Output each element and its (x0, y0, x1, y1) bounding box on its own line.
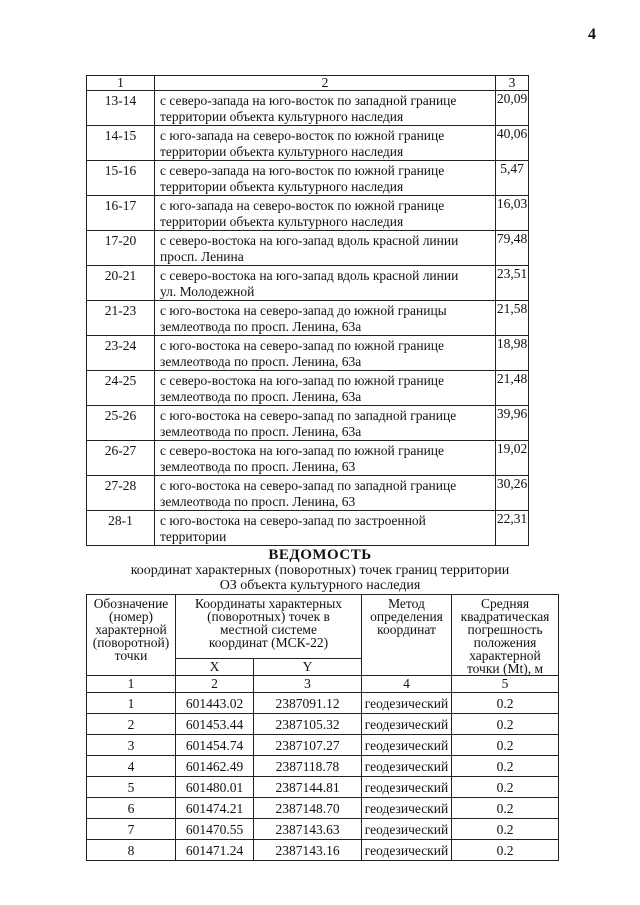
coord-error: 0.2 (452, 777, 559, 798)
header-line: (номер) (109, 609, 153, 624)
segment-description (155, 406, 496, 441)
segment-description (155, 511, 496, 546)
segment-description-line1: с юго-востока на северо-запад до южной границы (160, 303, 447, 318)
coord-y: 2387118.78 (254, 756, 362, 777)
coord-method: геодезический (362, 714, 452, 735)
coord-error: 0.2 (452, 735, 559, 756)
col-number-4: 4 (362, 676, 452, 693)
point-number: 7 (87, 819, 176, 840)
coord-x: 601480.01 (176, 777, 254, 798)
segment-length: 22,31 (496, 511, 529, 546)
segment-description-line1: с северо-запада на юго-восток по западной границе (160, 93, 457, 108)
col-number-1: 1 (87, 676, 176, 693)
segment-description (155, 126, 496, 161)
segment-row (87, 161, 529, 196)
segment-row (87, 476, 529, 511)
segment-length: 18,98 (496, 336, 529, 371)
coord-method: геодезический (362, 819, 452, 840)
segment-points: 20-21 (87, 266, 155, 301)
segment-row (87, 196, 529, 231)
segment-points: 21-23 (87, 301, 155, 336)
segment-points: 23-24 (87, 336, 155, 371)
segment-description-line1: с юго-запада на северо-восток по южной границе (160, 128, 445, 143)
coordinate-row (87, 819, 559, 840)
segment-description-line1: с юго-востока на северо-запад по западной границе (160, 408, 457, 423)
coord-method: геодезический (362, 798, 452, 819)
segment-description-line2: просп. Ленина (160, 249, 244, 264)
segment-points: 14-15 (87, 126, 155, 161)
segment-row (87, 231, 529, 266)
point-number: 1 (87, 693, 176, 714)
segment-description-line2: ул. Молодежной (160, 284, 255, 299)
coord-method: геодезический (362, 735, 452, 756)
segment-description-line2: территории (160, 529, 227, 544)
coord-error: 0.2 (452, 798, 559, 819)
segment-length: 39,96 (496, 406, 529, 441)
segment-row (87, 441, 529, 476)
header-line: (поворотной) (92, 635, 170, 650)
point-number: 5 (87, 777, 176, 798)
header-mean-error (452, 595, 559, 676)
header-y: Y (254, 658, 362, 675)
coord-x: 601454.74 (176, 735, 254, 756)
statement-subtitle-line2: ОЗ объекта культурного наследия (219, 578, 421, 593)
header-point-designation (87, 595, 176, 676)
segment-length: 5,47 (496, 161, 529, 196)
coord-method: геодезический (362, 693, 452, 714)
segment-description (155, 441, 496, 476)
header-line: (поворотных) точек в (207, 609, 330, 624)
segment-description-line2: землеотвода по просп. Ленина, 63 (160, 459, 356, 474)
coord-error: 0.2 (452, 693, 559, 714)
segment-row (87, 91, 529, 126)
coord-y: 2387143.63 (254, 819, 362, 840)
header-line: местной системе (220, 622, 317, 637)
segment-description (155, 161, 496, 196)
segment-description (155, 91, 496, 126)
table2-header-row (87, 595, 559, 659)
segment-description-line2: территории объекта культурного наследия (160, 144, 404, 159)
point-number: 3 (87, 735, 176, 756)
segment-description-line2: землеотвода по просп. Ленина, 63 (160, 494, 356, 509)
segment-row (87, 266, 529, 301)
segment-points: 13-14 (87, 91, 155, 126)
header-method (362, 595, 452, 676)
coord-error: 0.2 (452, 714, 559, 735)
segment-row (87, 511, 529, 546)
segment-points: 27-28 (87, 476, 155, 511)
segment-length: 19,02 (496, 441, 529, 476)
segment-description (155, 371, 496, 406)
coord-method: геодезический (362, 756, 452, 777)
segment-row (87, 406, 529, 441)
header-line: характерной (95, 622, 167, 637)
table2-col-numbers-row (87, 676, 559, 693)
segment-description-line2: землеотвода по просп. Ленина, 63а (160, 424, 362, 439)
segment-length: 79,48 (496, 231, 529, 266)
boundary-segments-table (86, 75, 529, 546)
coord-x: 601471.24 (176, 840, 254, 861)
header-coordinates (176, 595, 362, 659)
segment-description (155, 231, 496, 266)
point-number: 8 (87, 840, 176, 861)
coord-y: 2387144.81 (254, 777, 362, 798)
segment-length: 20,09 (496, 91, 529, 126)
header-line: точки (Mt), м (466, 661, 544, 676)
segment-description-line2: землеотвода по просп. Ленина, 63а (160, 354, 362, 369)
segment-description-line2: землеотвода по просп. Ленина, 63а (160, 319, 362, 334)
coordinate-row (87, 798, 559, 819)
segment-description-line1: с юго-востока на северо-запад по застроенной (160, 513, 426, 528)
coordinate-row (87, 735, 559, 756)
segment-description-line1: с северо-востока на юго-запад по южной границе (160, 443, 445, 458)
segment-length: 21,48 (496, 371, 529, 406)
statement-title: ВЕДОМОСТЬ (268, 547, 372, 563)
segment-description (155, 336, 496, 371)
segment-description (155, 266, 496, 301)
segment-points: 26-27 (87, 441, 155, 476)
coordinate-row (87, 840, 559, 861)
segment-description-line2: территории объекта культурного наследия (160, 179, 404, 194)
segment-description-line1: с юго-запада на северо-восток по южной границе (160, 198, 445, 213)
point-number: 6 (87, 798, 176, 819)
coord-x: 601462.49 (176, 756, 254, 777)
segment-points: 24-25 (87, 371, 155, 406)
header-line: квадратическая (460, 609, 550, 624)
col-number-5: 5 (452, 676, 559, 693)
coord-y: 2387143.16 (254, 840, 362, 861)
segment-description (155, 476, 496, 511)
col-number-3: 3 (254, 676, 362, 693)
coord-method: геодезический (362, 777, 452, 798)
coord-y: 2387105.32 (254, 714, 362, 735)
segment-description-line1: с северо-востока на юго-запад по южной границе (160, 373, 445, 388)
coord-method: геодезический (362, 840, 452, 861)
coord-error: 0.2 (452, 819, 559, 840)
header-line: характерной (469, 648, 541, 663)
header-line: координат (377, 622, 436, 637)
point-number: 4 (87, 756, 176, 777)
coordinate-row (87, 693, 559, 714)
point-number: 2 (87, 714, 176, 735)
header-line: координат (МСК-22) (208, 635, 329, 650)
segment-points: 25-26 (87, 406, 155, 441)
coord-y: 2387091.12 (254, 693, 362, 714)
segment-length: 16,03 (496, 196, 529, 231)
segment-points: 28-1 (87, 511, 155, 546)
segment-description (155, 301, 496, 336)
table1-header-row (87, 76, 529, 91)
coord-x: 601470.55 (176, 819, 254, 840)
segment-length: 40,06 (496, 126, 529, 161)
page-number: 4 (588, 26, 596, 43)
col-number-2: 2 (176, 676, 254, 693)
coord-x: 601474.21 (176, 798, 254, 819)
header-line: Координаты характерных (194, 596, 343, 611)
segment-description-line1: с юго-востока на северо-запад по южной границе (160, 338, 445, 353)
header-line: Метод (388, 596, 425, 611)
coordinate-row (87, 777, 559, 798)
segment-description-line2: территории объекта культурного наследия (160, 214, 404, 229)
coord-error: 0.2 (452, 756, 559, 777)
header-line: точки (114, 648, 148, 663)
coord-y: 2387148.70 (254, 798, 362, 819)
segment-row (87, 301, 529, 336)
segment-description-line2: территории объекта культурного наследия (160, 109, 404, 124)
coord-x: 601453.44 (176, 714, 254, 735)
segment-description-line1: с северо-запада на юго-восток по южной границе (160, 163, 445, 178)
coordinate-row (87, 756, 559, 777)
header-line: положения (473, 635, 537, 650)
segment-description-line1: с юго-востока на северо-запад по западной границе (160, 478, 457, 493)
header-line: погрешность (467, 622, 543, 637)
coord-error: 0.2 (452, 840, 559, 861)
coord-y: 2387107.27 (254, 735, 362, 756)
header-line: Средняя (480, 596, 530, 611)
segment-row (87, 371, 529, 406)
segment-row (87, 126, 529, 161)
header-line: Обозначение (93, 596, 169, 611)
segment-points: 17-20 (87, 231, 155, 266)
header-line: определения (370, 609, 443, 624)
table1-header-col2: 2 (155, 76, 496, 91)
segment-points: 16-17 (87, 196, 155, 231)
segment-description-line2: землеотвода по просп. Ленина, 63а (160, 389, 362, 404)
statement-subtitle-line1: координат характерных (поворотных) точек границ территории (130, 563, 510, 578)
segment-length: 21,58 (496, 301, 529, 336)
header-x: X (176, 658, 254, 675)
segment-points: 15-16 (87, 161, 155, 196)
segment-description-line1: с северо-востока на юго-запад вдоль красной линии (160, 233, 459, 248)
segment-description-line1: с северо-востока на юго-запад вдоль красной линии (160, 268, 459, 283)
table1-header-col1: 1 (87, 76, 155, 91)
coordinate-row (87, 714, 559, 735)
segment-row (87, 336, 529, 371)
segment-length: 30,26 (496, 476, 529, 511)
coordinates-table (86, 594, 559, 861)
coord-x: 601443.02 (176, 693, 254, 714)
table1-header-col3: 3 (496, 76, 529, 91)
segment-length: 23,51 (496, 266, 529, 301)
segment-description (155, 196, 496, 231)
